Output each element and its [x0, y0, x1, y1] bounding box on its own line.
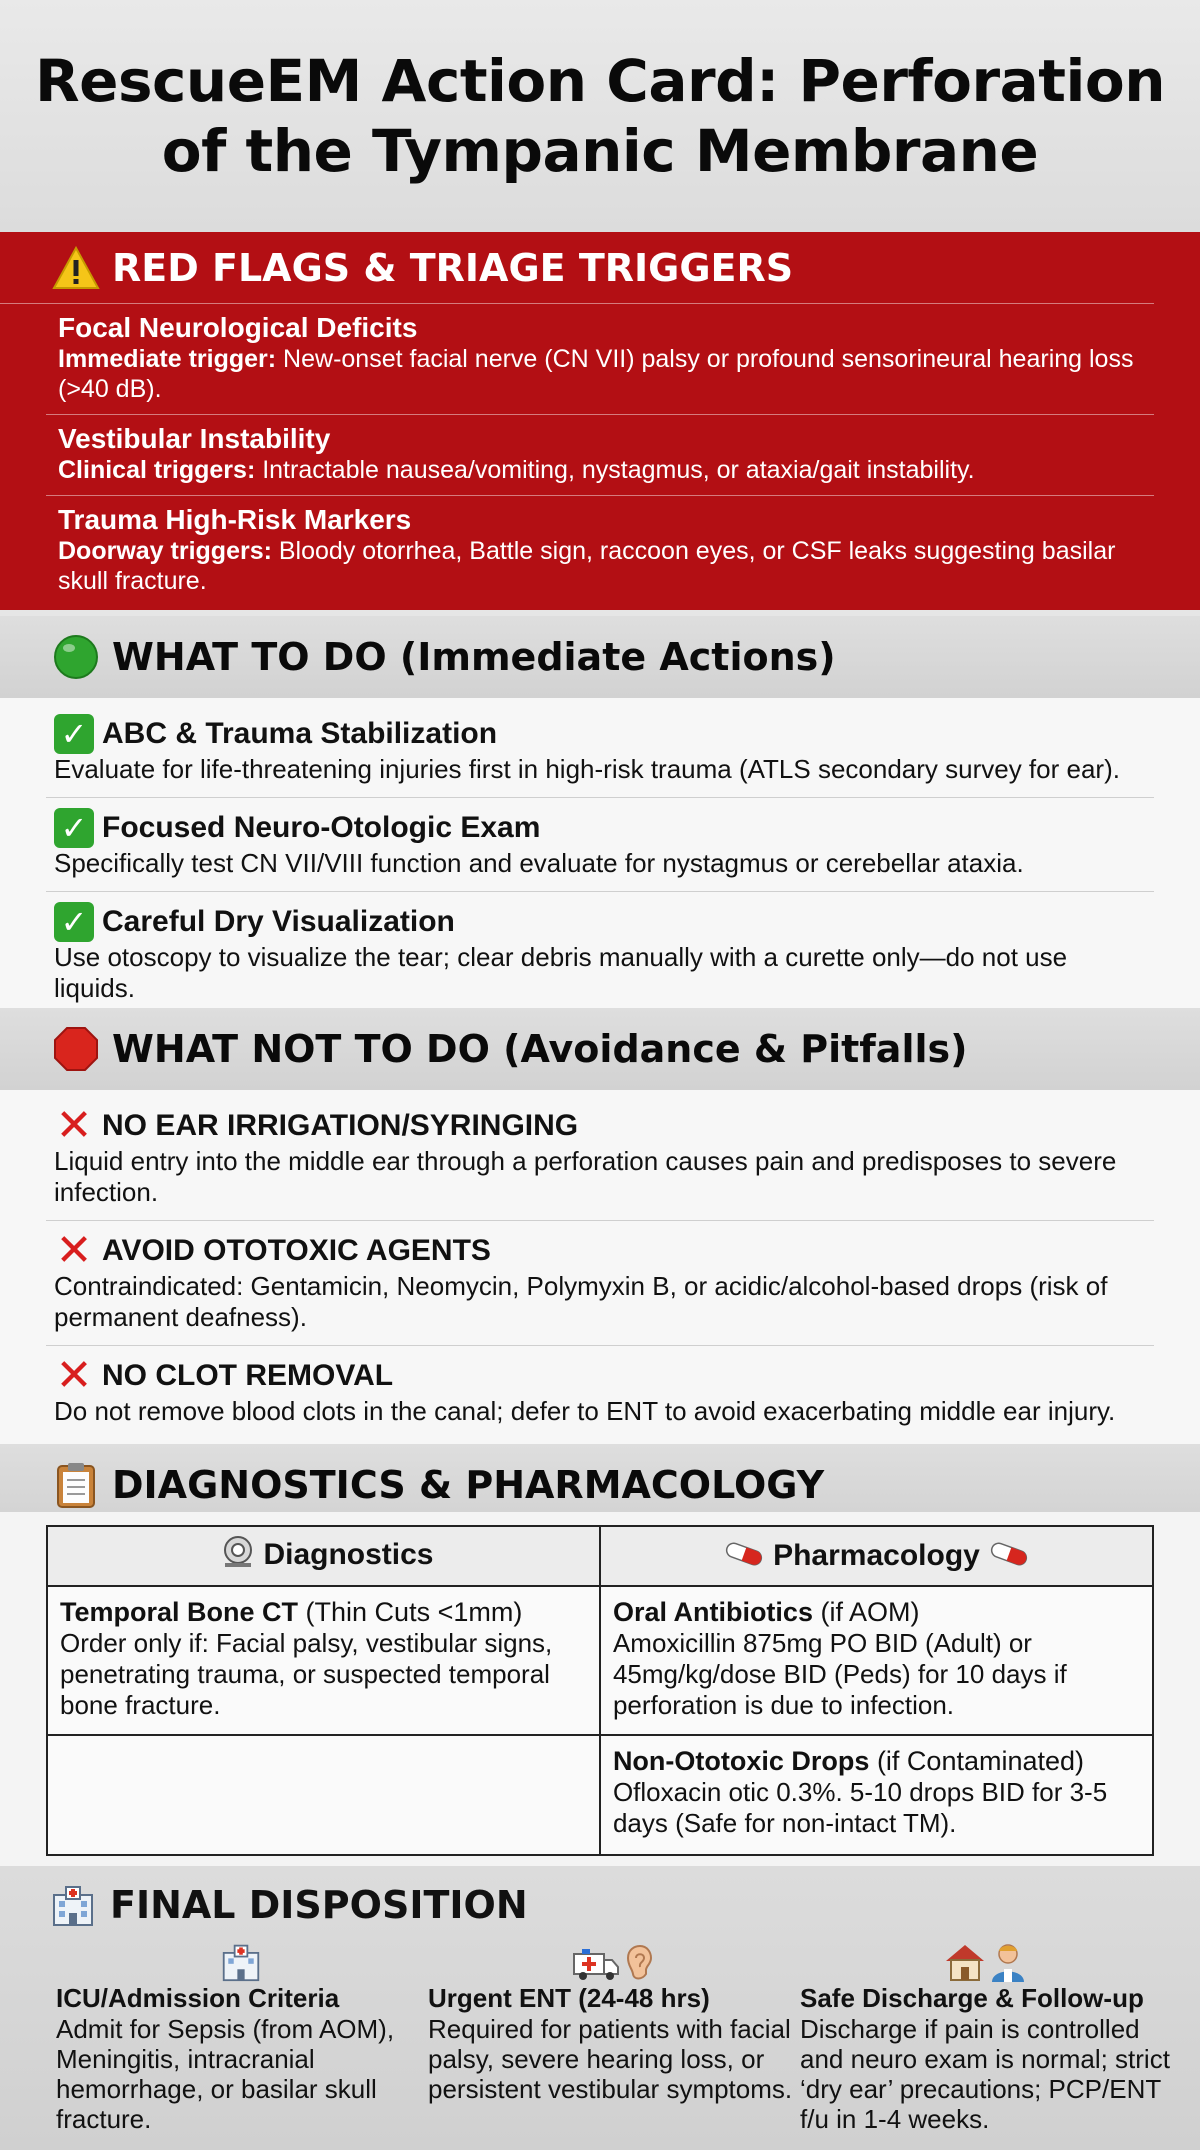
- diagnostics-heading: DIAGNOSTICS & PHARMACOLOGY: [112, 1463, 825, 1507]
- red-flag-title: Focal Neurological Deficits: [58, 312, 418, 343]
- disposition-column: [56, 1926, 426, 2134]
- todo-text: Evaluate for life-threatening injuries first in high-risk trauma (ATLS secondary survey for ear).: [54, 754, 1120, 784]
- x-mark-icon: ✕: [55, 1225, 93, 1276]
- red-flag-body: Bloody otorrhea, Battle sign, raccoon eyes, or CSF leaks suggesting basilar skull fracture.: [58, 537, 1116, 595]
- pharmacology-cell: [600, 1586, 1153, 1735]
- red-flag-title: Vestibular Instability: [58, 423, 331, 454]
- disposition-column: [428, 1926, 798, 2104]
- red-flag-text: [58, 536, 1142, 596]
- disposition-column: [800, 1926, 1170, 2134]
- disposition-title: Urgent ENT (24-48 hrs): [428, 1983, 710, 2013]
- todo-item: [46, 798, 1154, 892]
- red-flags-heading: RED FLAGS & TRIAGE TRIGGERS: [112, 245, 794, 290]
- disposition-section: [0, 1866, 1200, 2150]
- ct-scanner-icon: [221, 1535, 255, 1577]
- pharmacology-cell: [600, 1735, 1153, 1855]
- check-icon: ✓: [54, 714, 94, 754]
- red-flag-item: [46, 415, 1154, 496]
- todo-text: Specifically test CN VII/VIII function and evaluate for nystagmus or cerebellar ataxia.: [54, 848, 1024, 878]
- not-todo-title: NO EAR IRRIGATION/SYRINGING: [102, 1109, 579, 1142]
- not-todo-text: Do not remove blood clots in the canal; defer to ENT to avoid exacerbating middle ear injury.: [54, 1396, 1116, 1426]
- house-icon: [944, 1942, 986, 1982]
- red-flag-body: New-onset facial nerve (CN VII) palsy or profound sensorineural hearing loss (>40 dB).: [58, 345, 1134, 403]
- red-flag-item: [46, 304, 1154, 415]
- hospital-icon: [50, 1881, 98, 1929]
- red-flags-header: [0, 232, 1154, 304]
- disposition-text: Discharge if pain is controlled and neuro exam is normal; strict ‘dry ear’ precautions; PCP/ENT f/u in 1-4 weeks.: [800, 2014, 1170, 2134]
- disposition-heading: FINAL DISPOSITION: [110, 1883, 528, 1927]
- disposition-text: Required for patients with facial palsy, severe hearing loss, or persistent vestibular symptoms.: [428, 2014, 793, 2104]
- disposition-text: Admit for Sepsis (from AOM), Meningitis, intracranial hemorrhage, or basilar skull fracture.: [56, 2014, 395, 2134]
- check-icon: ✓: [54, 808, 94, 848]
- pharmacology-column-label: Pharmacology: [773, 1538, 980, 1572]
- warning-icon: [52, 246, 100, 290]
- todo-item: [46, 704, 1154, 798]
- pill-icon: [723, 1540, 765, 1574]
- dx-text: Order only if: Facial palsy, vestibular signs, penetrating trauma, or suspected temporal bone fracture.: [60, 1628, 553, 1721]
- not-todo-title: NO CLOT REMOVAL: [102, 1359, 394, 1392]
- diagnostics-column-label: Diagnostics: [263, 1538, 434, 1572]
- todo-text: Use otoscopy to visualize the tear; clear debris manually with a curette only—do not use liquids.: [54, 942, 1068, 1003]
- green-circle-icon: [52, 633, 100, 681]
- red-flag-lead: Clinical triggers:: [58, 456, 256, 484]
- not-todo-item: [46, 1096, 1154, 1221]
- diagnostics-column-header: [47, 1526, 600, 1586]
- red-flag-item: [46, 496, 1154, 606]
- not-todo-header: [0, 1008, 1200, 1090]
- red-flags-section: [0, 232, 1200, 610]
- not-todo-item: [46, 1221, 1154, 1346]
- red-flag-title: Trauma High-Risk Markers: [58, 504, 412, 535]
- ear-icon: [624, 1944, 654, 1982]
- disposition-icons: [56, 1926, 426, 1982]
- todo-heading: WHAT TO DO (Immediate Actions): [112, 635, 836, 679]
- disposition-title: Safe Discharge & Follow-up: [800, 1983, 1144, 2013]
- not-todo-item: [46, 1346, 1154, 1439]
- todo-title: Careful Dry Visualization: [102, 905, 455, 938]
- page-title: RescueEM Action Card: Perforation of the Tympanic Membrane: [35, 47, 1165, 185]
- not-todo-title: AVOID OTOTOXIC AGENTS: [102, 1234, 491, 1267]
- red-flag-text: [58, 344, 1142, 404]
- disposition-icons: [800, 1926, 1170, 1982]
- todo-panel: [0, 698, 1200, 1008]
- x-mark-icon: ✕: [55, 1100, 93, 1151]
- todo-header: [0, 616, 1200, 698]
- diagnostics-table: [46, 1525, 1154, 1856]
- doctor-icon: [990, 1942, 1026, 1982]
- rx-title: Non-Ototoxic Drops (if Contaminated): [612, 1746, 1085, 1777]
- clipboard-icon: [52, 1461, 100, 1509]
- not-todo-text: Contraindicated: Gentamicin, Neomycin, Polymyxin B, or acidic/alcohol-based drops (risk of permanent deafness).: [54, 1271, 1108, 1332]
- ambulance-icon: [572, 1946, 620, 1982]
- diagnostics-empty-cell: [47, 1735, 600, 1855]
- pharmacology-column-header: [600, 1526, 1153, 1586]
- not-todo-panel: [0, 1090, 1200, 1444]
- x-mark-icon: ✕: [55, 1350, 93, 1401]
- rx-text: Amoxicillin 875mg PO BID (Adult) or 45mg/kg/dose BID (Peds) for 10 days if perforation is due to infection.: [612, 1628, 1067, 1721]
- diagnostics-cell: [47, 1586, 600, 1735]
- hospital-icon: [219, 1942, 263, 1982]
- check-icon: ✓: [54, 902, 94, 942]
- red-flag-body: Intractable nausea/vomiting, nystagmus, or ataxia/gait instability.: [255, 456, 975, 484]
- todo-title: ABC & Trauma Stabilization: [102, 717, 498, 750]
- rx-text: Ofloxacin otic 0.3%. 5-10 drops BID for 3-5 days (Safe for non-intact TM).: [612, 1777, 1108, 1839]
- todo-title: Focused Neuro-Otologic Exam: [102, 811, 541, 844]
- red-flag-lead: Doorway triggers:: [58, 537, 272, 565]
- dx-title: Temporal Bone CT (Thin Cuts <1mm): [60, 1597, 523, 1628]
- stop-sign-icon: [52, 1025, 100, 1073]
- disposition-icons: [428, 1926, 798, 1982]
- red-flag-lead: Immediate trigger:: [58, 345, 277, 373]
- pill-icon: [988, 1540, 1030, 1574]
- todo-item: [46, 892, 1154, 1016]
- not-todo-text: Liquid entry into the middle ear through a perforation causes pain and predisposes to severe infection.: [54, 1146, 1117, 1207]
- disposition-title: ICU/Admission Criteria: [56, 1983, 340, 2013]
- title-block: [0, 0, 1200, 232]
- not-todo-heading: WHAT NOT TO DO (Avoidance & Pitfalls): [112, 1027, 968, 1071]
- rx-title: Oral Antibiotics (if AOM): [612, 1597, 920, 1628]
- red-flag-text: [58, 455, 1142, 485]
